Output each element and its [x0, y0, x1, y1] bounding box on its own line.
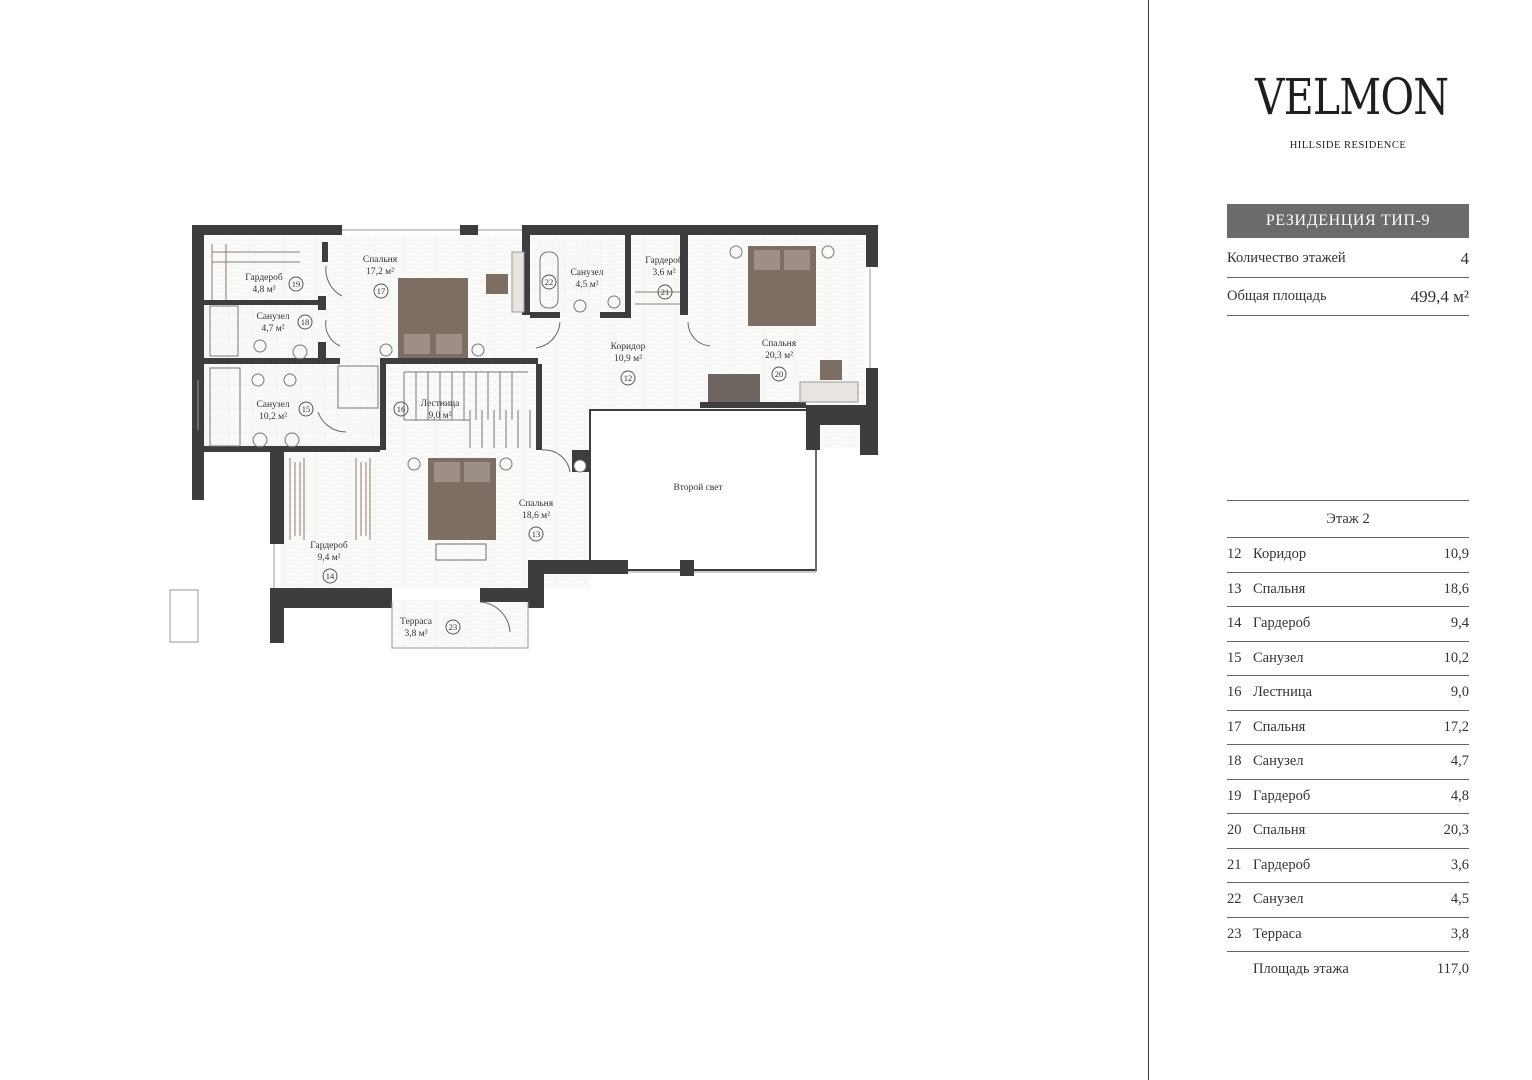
- room-row: [1227, 745, 1469, 780]
- area-label: Общая площадь: [1227, 288, 1327, 304]
- label-r14-num: 14: [325, 571, 335, 581]
- label-r22-num: 22: [544, 277, 554, 287]
- label-second-light: Второй свет: [673, 483, 723, 493]
- label-r23-name: Терраса: [400, 617, 432, 627]
- label-r18-num: 18: [300, 317, 310, 327]
- room-name: Спальня: [1253, 822, 1306, 839]
- label-r15-area: 10,2 м²: [259, 412, 287, 422]
- room-row: [1227, 538, 1469, 573]
- residence-title: РЕЗИДЕНЦИЯ ТИП-9: [1227, 204, 1469, 238]
- label-r18-area: 4,7 м²: [261, 324, 285, 334]
- label-r15-name: Санузел: [256, 400, 290, 410]
- floors-row: [1227, 240, 1469, 278]
- room-row: [1227, 607, 1469, 642]
- label-r21-area: 3,6 м²: [652, 268, 676, 278]
- room-number: 18: [1227, 753, 1242, 770]
- room-name: Санузел: [1253, 649, 1304, 666]
- label-r13-num: 13: [531, 529, 541, 539]
- room-name: Терраса: [1253, 925, 1302, 942]
- room-number: 15: [1227, 649, 1242, 666]
- room-number: 16: [1227, 684, 1242, 701]
- room-name: Гардероб: [1253, 856, 1311, 873]
- label-r17-area: 17,2 м²: [366, 267, 394, 277]
- room-number: 22: [1227, 891, 1242, 908]
- room-area: 4,7: [1450, 753, 1469, 770]
- room-number: 17: [1227, 718, 1242, 735]
- label-r20-num: 20: [774, 369, 784, 379]
- floors-label: Количество этажей: [1227, 250, 1346, 266]
- room-row: [1227, 573, 1469, 608]
- label-r22-area: 4,5 м²: [575, 280, 599, 290]
- label-r19-num: 19: [291, 279, 301, 289]
- label-r13-area: 18,6 м²: [522, 511, 550, 521]
- room-area: 9,4: [1450, 615, 1469, 632]
- room-area: 10,2: [1443, 649, 1469, 666]
- label-r12-area: 10,9 м²: [614, 354, 642, 364]
- room-number: 19: [1227, 787, 1242, 804]
- room-area: 9,0: [1450, 684, 1469, 701]
- room-name: Гардероб: [1253, 787, 1311, 804]
- room-area: 4,5: [1450, 891, 1469, 908]
- label-r17-name: Спальня: [362, 255, 398, 265]
- room-row: [1227, 814, 1469, 849]
- room-row: [1227, 918, 1469, 953]
- room-row: [1227, 642, 1469, 677]
- label-r23-area: 3,8 м²: [404, 629, 428, 639]
- room-row: [1227, 849, 1469, 884]
- label-r18-name: Санузел: [256, 312, 290, 322]
- label-r22-name: Санузел: [570, 268, 604, 278]
- room-area: 18,6: [1443, 580, 1469, 597]
- label-r15-num: 15: [301, 404, 311, 414]
- floors-value: 4: [1460, 248, 1469, 268]
- label-r23-num: 23: [448, 622, 458, 632]
- room-row: [1227, 676, 1469, 711]
- room-area: 3,6: [1450, 856, 1469, 873]
- floor-title: Этаж 2: [1227, 500, 1469, 538]
- room-number: 12: [1227, 546, 1242, 563]
- area-row: [1227, 278, 1469, 316]
- room-name: Гардероб: [1253, 615, 1311, 632]
- room-number: 20: [1227, 822, 1242, 839]
- room-area: 20,3: [1443, 822, 1469, 839]
- label-r20-name: Спальня: [761, 339, 797, 349]
- label-r13-name: Спальня: [518, 499, 554, 509]
- floor-total-label: Площадь этажа: [1253, 960, 1349, 977]
- area-value: 499,4 м²: [1410, 286, 1469, 306]
- label-r16-num: 16: [396, 404, 406, 414]
- room-number: 13: [1227, 580, 1242, 597]
- label-r21-name: Гардероб: [645, 256, 683, 266]
- label-r12-num: 12: [623, 373, 633, 383]
- room-name: Коридор: [1253, 546, 1307, 563]
- label-r19-name: Гардероб: [245, 273, 283, 283]
- label-r16-name: Лестница: [420, 399, 460, 409]
- room-name: Лестница: [1253, 684, 1313, 701]
- sidebar: [1149, 0, 1532, 1080]
- label-r17-num: 17: [376, 286, 386, 296]
- room-name: Санузел: [1253, 753, 1304, 770]
- label-r21-num: 21: [660, 287, 670, 297]
- floor-total-value: 117,0: [1436, 960, 1469, 977]
- room-row: [1227, 883, 1469, 918]
- brand-logo: VELMON: [1255, 68, 1449, 126]
- room-number: 21: [1227, 856, 1242, 873]
- label-r14-area: 9,4 м²: [317, 553, 341, 563]
- room-area: 10,9: [1443, 546, 1469, 563]
- room-number: 23: [1227, 925, 1242, 942]
- label-r16-area: 9,0 м²: [428, 411, 452, 421]
- room-area: 3,8: [1450, 925, 1469, 942]
- room-number: 14: [1227, 615, 1242, 632]
- room-name: Санузел: [1253, 891, 1304, 908]
- label-r12-name: Коридор: [610, 342, 646, 352]
- room-area: 17,2: [1443, 718, 1469, 735]
- label-r20-area: 20,3 м²: [765, 351, 793, 361]
- room-name: Спальня: [1253, 580, 1306, 597]
- label-r14-name: Гардероб: [310, 541, 348, 551]
- room-name: Спальня: [1253, 718, 1306, 735]
- label-r19-area: 4,8 м²: [252, 285, 276, 295]
- room-row: [1227, 711, 1469, 746]
- room-area: 4,8: [1450, 787, 1469, 804]
- room-row: [1227, 780, 1469, 815]
- floor-total-row: [1227, 952, 1469, 986]
- brand-subtitle: HILLSIDE RESIDENCE: [1289, 140, 1407, 151]
